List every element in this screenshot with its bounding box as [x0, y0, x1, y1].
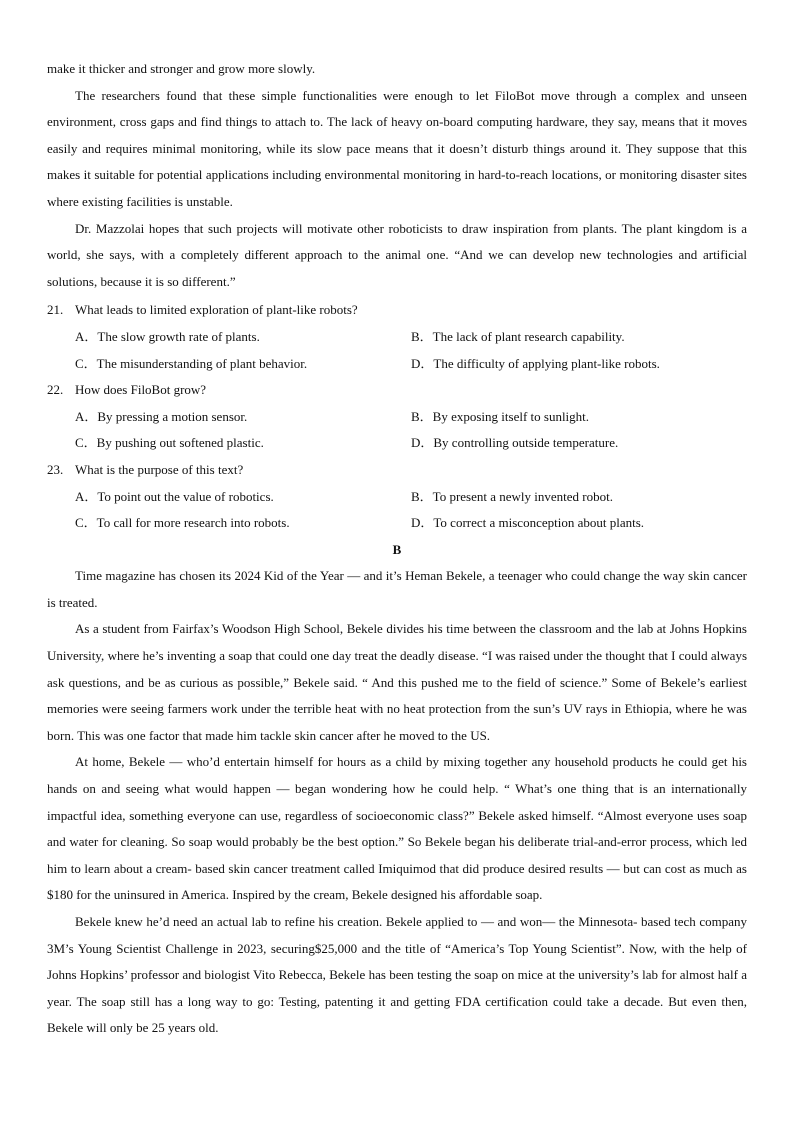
passage-a-paragraph: The researchers found that these simple functionalities were enough to let FiloBot move through a complex and unseen environment, cross gaps and find things to attach to. The lack of heavy on-board computing hardware, they say, means that it moves easily and requires minimal monitoring, while its slow pace means that it doesn’t disturb things around it. They suppose that this makes it suitable for potential applications including environmental monitoring in hard-to-reach locations, or monitoring disaster sites where existing facilities is unstable. [47, 87, 747, 209]
question-stem [47, 297, 747, 324]
option-d: D．The difficulty of applying plant-like robots. [411, 355, 660, 371]
passage-b-paragraph: As a student from Fairfax’s Woodson High School, Bekele divides his time between the classroom and the lab at Johns Hopkins University, where he’s inventing a soap that could one day treat the deadly disease. “I was raised under the thought that I could always ask questions, and be as curious as possible,” Bekele said. “ And this pushed me to the field of science.” Some of Bekele’s earliest memories were seeing farmers work under the terrible heat with no heat protection from the sun’s UV rays in Ethiopia, where he was born. This was one factor that made him tackle skin cancer after he moved to the US. [47, 621, 747, 743]
option-c: C．The misunderstanding of plant behavior. [75, 355, 308, 371]
question-text: What is the purpose of this text? [75, 461, 244, 477]
text-column [47, 56, 747, 1042]
question-text: What leads to limited exploration of plant-like robots? [75, 302, 358, 318]
option-a: A．To point out the value of robotics. [75, 488, 274, 504]
option-d: D．By controlling outside temperature. [411, 435, 619, 451]
question-21 [47, 297, 747, 377]
question-text: How does FiloBot grow? [75, 382, 207, 398]
passage-b-paragraph: Bekele knew he’d need an actual lab to refine his creation. Bekele applied to — and won— the Minnesota- based tech company 3M’s Young Scientist Challenge in 2023, securing$25,000 and the title of “America’s Top Young Scientist”. Now, with the help of Johns Hopkins’ professor and biologist Vito Rebecca, Bekele has been testing the soap on mice at the university’s lab for almost half a year. The soap still has a long way to go: Testing, patenting it and getting FDA certification could take a decade. But even then, Bekele will only be 25 years old. [47, 914, 747, 1036]
option-b: B．By exposing itself to sunlight. [411, 408, 590, 424]
question-23 [47, 457, 747, 537]
option-a: A．By pressing a motion sensor. [75, 408, 248, 424]
option-b: B．The lack of plant research capability. [411, 328, 625, 344]
option-d: D．To correct a misconception about plants. [411, 515, 645, 531]
option-grid [47, 484, 747, 537]
option-grid [47, 404, 747, 457]
option-a: A．The slow growth rate of plants. [75, 328, 260, 344]
passage-b-paragraph: Time magazine has chosen its 2024 Kid of the Year — and it’s Heman Bekele, a teenager who could change the way skin cancer is treated. [47, 568, 747, 610]
option-c: C．By pushing out softened plastic. [75, 435, 264, 451]
option-grid [47, 324, 747, 377]
question-22 [47, 377, 747, 457]
option-b: B．To present a newly invented robot. [411, 488, 613, 504]
question-stem [47, 377, 747, 404]
option-c: C．To call for more research into robots. [75, 515, 290, 531]
question-stem [47, 457, 747, 484]
passage-b-paragraph: At home, Bekele — who’d entertain himself for hours as a child by mixing together any household products he could get his hands on and seeing what would happen — began wondering how he could help. “ What’s one thing that is an internationally impactful idea, something everyone can use, regardless of socioeconomic class?” Bekele asked himself. “Almost everyone uses soap and water for cleaning. So soap would probably be the best option.” So Bekele began his deliberate trial-and-error process, which led him to learn about a cream- based skin cancer treatment called Imiquimod that did produce desired results — but can cost as much as $180 for the uninsured in America. Inspired by the cream, Bekele designed his affordable soap. [47, 754, 747, 903]
passage-a-paragraph: Dr. Mazzolai hopes that such projects will motivate other roboticists to draw inspiration from plants. The plant kingdom is a world, she says, with a completely different approach to the animal one. “And we can develop new technologies and artificial solutions, because it is so different.” [47, 220, 747, 289]
question-number: 23. [47, 461, 64, 477]
section-heading: B [392, 541, 402, 557]
question-number: 22. [47, 382, 64, 398]
passage-a-paragraph: make it thicker and stronger and grow more slowly. [47, 61, 316, 76]
question-number: 21. [47, 302, 64, 318]
